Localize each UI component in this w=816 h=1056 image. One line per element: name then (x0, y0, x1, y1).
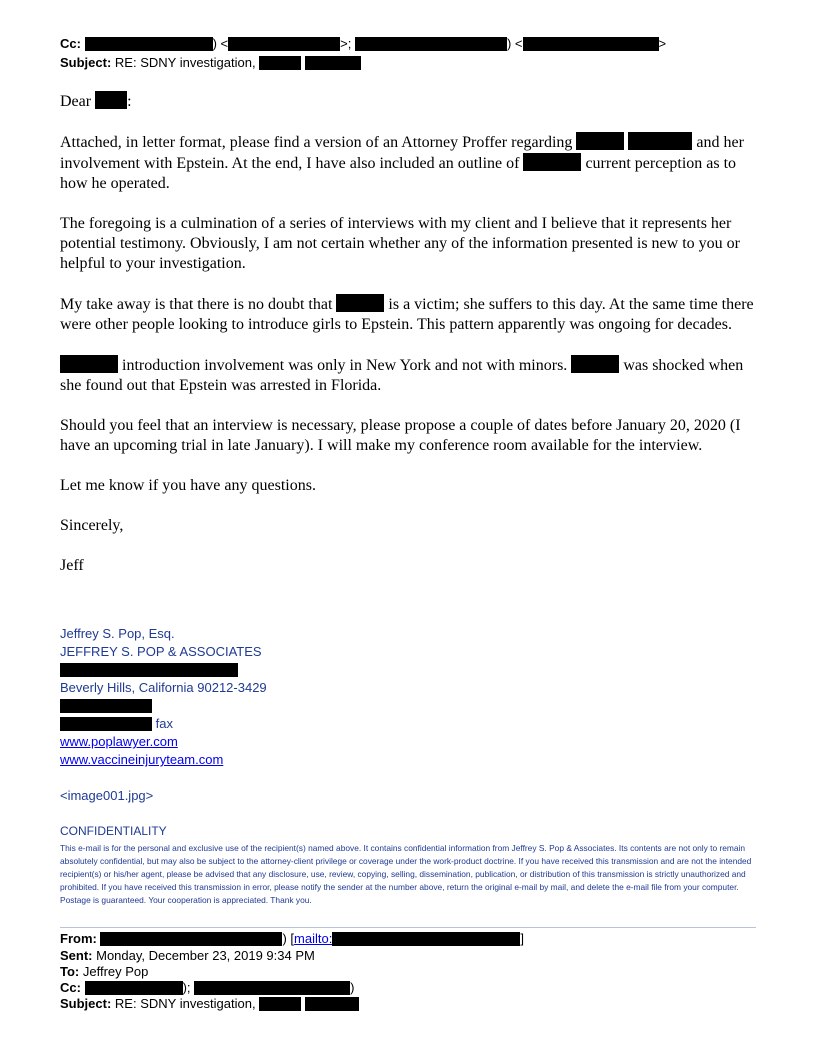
cc-separator: > (658, 36, 667, 51)
redaction-block (60, 355, 118, 373)
redaction-block (60, 699, 152, 713)
header-divider (60, 927, 756, 928)
redaction-block (628, 132, 692, 150)
subject-text: RE: SDNY investigation, (114, 55, 256, 70)
bottom-to-line (60, 964, 148, 980)
from-separator: ) [ (282, 931, 295, 946)
cc-separator: ); (182, 980, 191, 995)
p4-text-b: was shocked when she found out that Epstein was arrested in Florida. (60, 357, 744, 394)
paragraph-6: Let me know if you have any questions. (60, 477, 316, 494)
confidentiality-title: CONFIDENTIALITY (60, 824, 167, 838)
p1-text-d: current perception as to how he operated. (60, 155, 737, 192)
p1-text-b: and (696, 134, 720, 151)
redaction-block (259, 56, 301, 70)
paragraph-3 (60, 294, 760, 335)
redaction-block (355, 37, 507, 51)
redaction-block (571, 355, 619, 373)
fax-label: fax (155, 716, 173, 731)
redaction-block (523, 37, 659, 51)
greeting (60, 91, 760, 112)
sent-value: Monday, December 23, 2019 9:34 PM (96, 948, 315, 963)
redaction-block (194, 981, 350, 995)
from-end: ] (520, 931, 524, 946)
greeting-suffix: : (127, 93, 132, 110)
redaction-block (85, 37, 213, 51)
letter-body (60, 91, 760, 596)
cc-end: ) (350, 980, 355, 995)
redaction-block (95, 91, 127, 109)
confidentiality-text: This e-mail is for the personal and exclusive use of the recipient(s) named above. It contains confidential information from Jeffrey S. Pop & Associates. Its contents are not only to remain absolutely confidential, but may also be subject to the attorney-client privilege or coverage under the work-product doctrine. If you have received this transmission and are not the intended recipient(s) or his/her agent, please be advised that any disclosure, use, review, copying, selling, dissemination, publication, or distribution of this transmission is strictly unauthorized and prohibited. If you have received this transmission in error, please notify the sender at the number above, return the original e-mail by mail, and delete the e-mail file from your computer. Postage is guaranteed. Your cooperation is appreciated. Thank you. (60, 843, 752, 905)
bottom-sent-line (60, 948, 315, 964)
redaction-block (259, 997, 301, 1011)
sent-label: Sent: (60, 948, 93, 963)
from-label: From: (60, 931, 97, 946)
p1-text-c: her involvement with Epstein. At the end, I have also included an outline of (60, 134, 744, 172)
mailto-link[interactable]: mailto: (294, 931, 333, 946)
top-subject-line (60, 55, 361, 71)
signature-fax-line (60, 715, 760, 733)
paragraph-5: Should you feel that an interview is necessary, please propose a couple of dates before January 20, 2020 (I have an upcoming trial in late January). I will make my conference room available for the interview. (60, 417, 741, 454)
p3-text-b: is a victim; she suffers to this day. At the same time there were other people looking to introduce girls to Epstein. This pattern apparently was ongoing for decades. (60, 296, 754, 333)
redaction-block (305, 997, 359, 1011)
closing: Sincerely, (60, 517, 124, 534)
redaction-block (60, 663, 238, 677)
subject-label: Subject: (60, 996, 112, 1011)
redaction-block (228, 37, 340, 51)
redaction-block (332, 932, 520, 946)
bottom-from-line (60, 931, 524, 947)
signature-name: Jeffrey S. Pop, Esq. (60, 626, 175, 641)
to-value: Jeffrey Pop (82, 964, 149, 979)
signature-city: Beverly Hills, California 90212-3429 (60, 680, 267, 695)
p3-text-a: My take away is that there is no doubt that (60, 296, 333, 313)
cc-label: Cc: (60, 980, 81, 995)
redaction-block (523, 153, 581, 171)
subject-label: Subject: (60, 55, 112, 70)
redaction-block (305, 56, 361, 70)
attachment-placeholder: <image001.jpg> (60, 788, 154, 803)
redaction-block (576, 132, 624, 150)
website-link-poplawyer[interactable]: www.poplawyer.com (60, 734, 178, 749)
paragraph-4 (60, 355, 760, 396)
redaction-block (100, 932, 282, 946)
redaction-block (85, 981, 183, 995)
signature-phone-line (60, 697, 760, 715)
subject-text: RE: SDNY investigation, (114, 996, 256, 1011)
paragraph-1 (60, 132, 760, 194)
to-label: To: (60, 964, 80, 979)
greeting-prefix: Dear (60, 93, 92, 110)
cc-label: Cc: (60, 36, 81, 51)
bottom-cc-line (60, 980, 355, 996)
p1-text-a: Attached, in letter format, please find a version of an Attorney Proffer regarding (60, 134, 573, 151)
signature-block (60, 625, 760, 805)
signature-spacer (60, 769, 760, 787)
cc-separator: >; (340, 36, 352, 51)
cc-separator: ) < (506, 36, 523, 51)
top-cc-line (60, 36, 666, 52)
website-link-vaccineinjuryteam[interactable]: www.vaccineinjuryteam.com (60, 752, 224, 767)
p4-text-a: introduction involvement was only in New York and not with minors. (122, 357, 568, 374)
bottom-subject-line (60, 996, 359, 1012)
redaction-block (336, 294, 384, 312)
signature-firm: JEFFREY S. POP & ASSOCIATES (60, 644, 262, 659)
paragraph-2: The foregoing is a culmination of a series of interviews with my client and I believe that it represents her potential testimony. Obviously, I am not certain whether any of the information presented is new to you or helpful to your investigation. (60, 215, 740, 272)
signature-address-line (60, 661, 760, 679)
redaction-block (60, 717, 152, 731)
cc-separator: ) < (212, 36, 229, 51)
sender-name: Jeff (60, 557, 84, 574)
